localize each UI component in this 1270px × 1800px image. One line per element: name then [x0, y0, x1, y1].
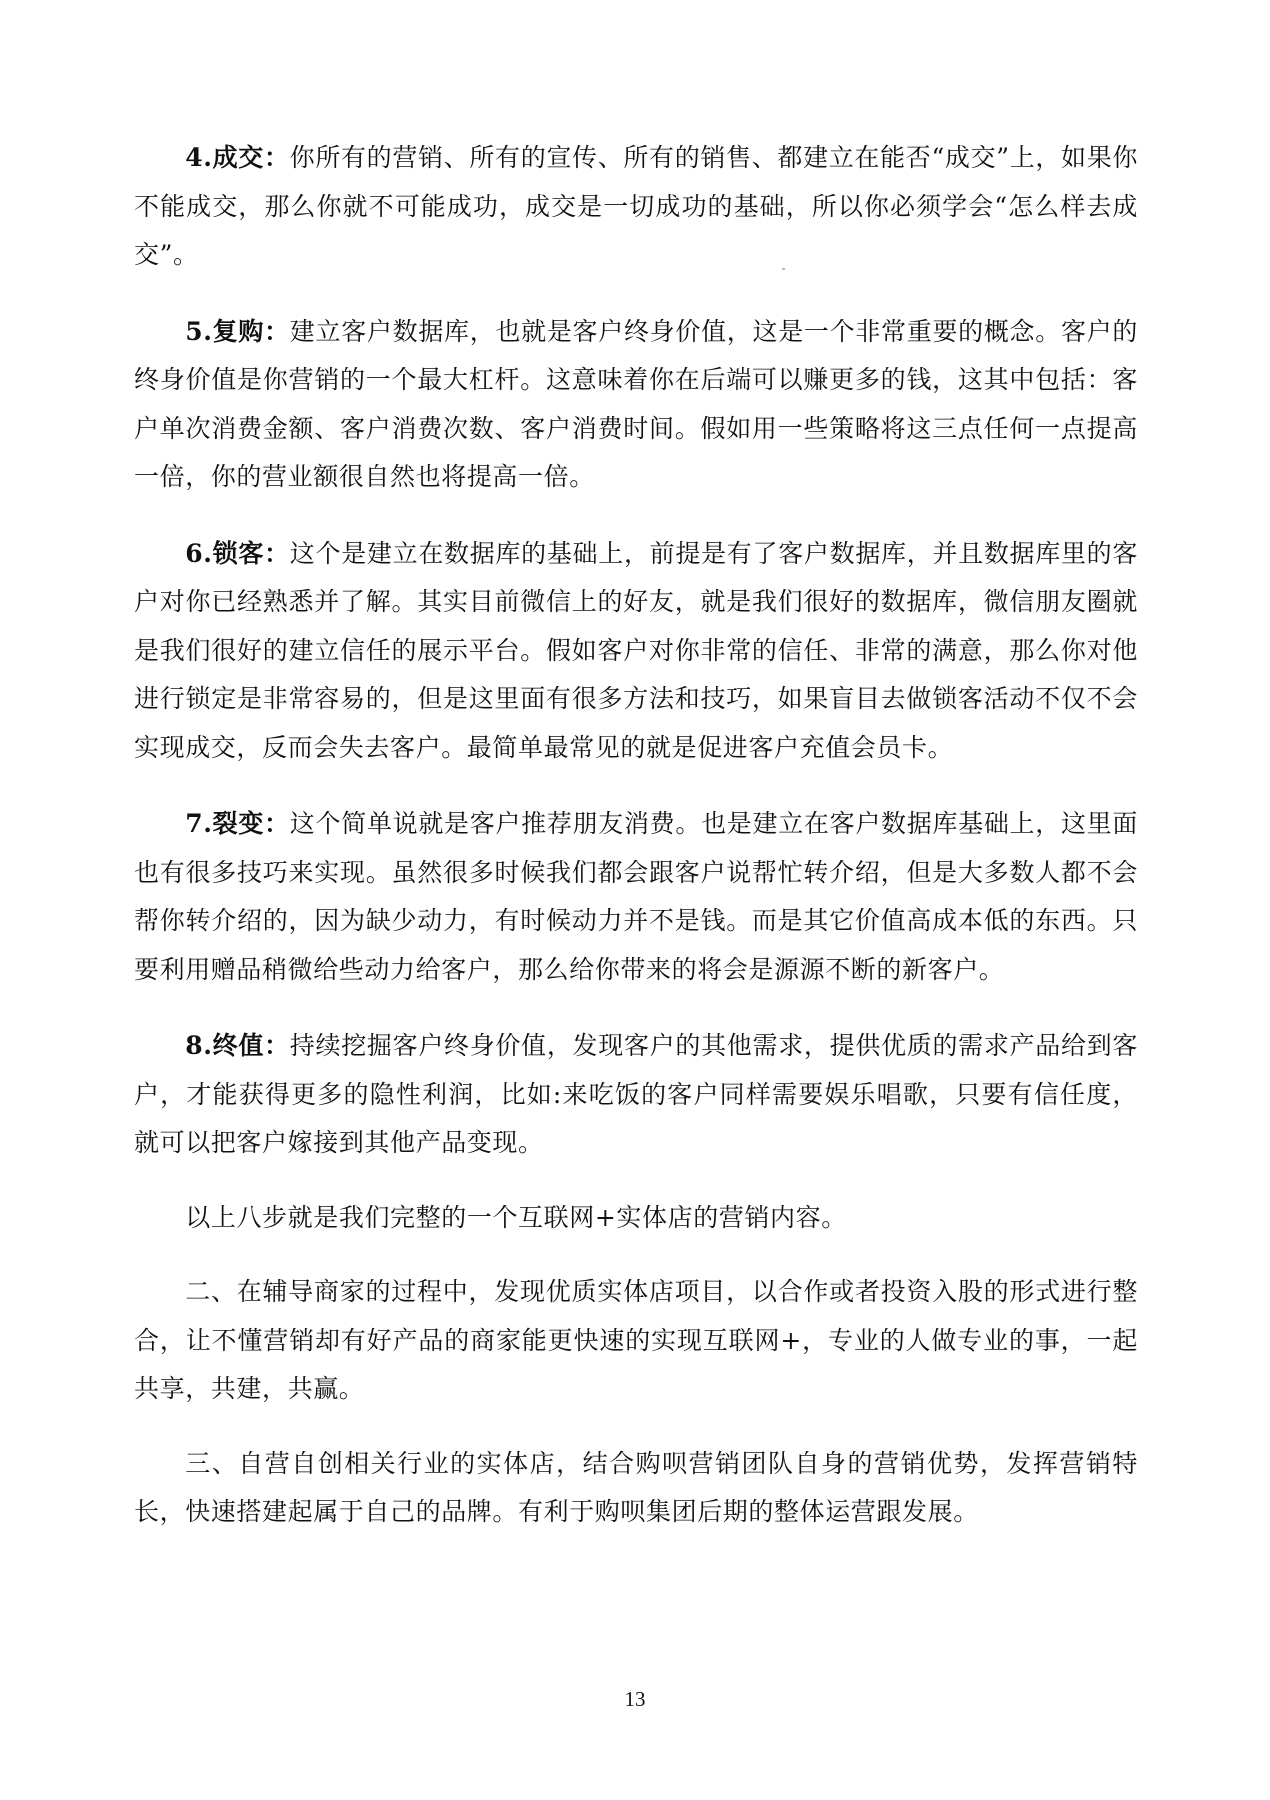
- paragraph-step-7: [134, 800, 1138, 994]
- paragraph-text: 这个是建立在数据库的基础上，前提是有了客户数据库，并且数据库里的客户对你已经熟悉并了解。其实目前微信上的好友，就是我们很好的数据库，微信朋友圈就是我们很好的建立信任的展示平台。假如客户对你非常的信任、非常的满意，那么你对他进行锁定是非常容易的，但是这里面有很多方法和技巧，如果盲目去做锁客活动不仅不会实现成交，反而会失去客户。最简单最常见的就是促进客户充值会员卡。: [134, 538, 1138, 762]
- paragraph-heading: 8.终值：: [185, 1031, 290, 1060]
- page-number: 13: [624, 1687, 646, 1711]
- paragraph-heading: 5.复购：: [185, 316, 290, 346]
- paragraph-summary: [134, 1194, 1138, 1243]
- paragraph-text: 这个简单说就是客户推荐朋友消费。也是建立在客户数据库基础上，这里面也有很多技巧来实现。虽然很多时候我们都会跟客户说帮忙转介绍，但是大多数人都不会帮你转介绍的，因为缺少动力，有时候动力并不是钱。而是其它价值高成本低的东西。只要利用赠品稍微给些动力给客户，那么给你带来的将会是源源不断的新客户。: [134, 809, 1138, 984]
- paragraph-heading: 6.锁客：: [185, 538, 290, 568]
- paragraph-step-8: [134, 1022, 1138, 1168]
- paragraph-text: 建立客户数据库，也就是客户终身价值，这是一个非常重要的概念。客户的终身价值是你营销的一个最大杠杆。这意味着你在后端可以赚更多的钱，这其中包括：客户单次消费金额、客户消费次数、客户消费时间。假如用一些策略将这三点任何一点提高一倍，你的营业额很自然也将提高一倍。: [134, 316, 1138, 491]
- paragraph-text: 持续挖掘客户终身价值，发现客户的其他需求，提供优质的需求产品给到客户，才能获得更多的隐性利润，比如:来吃饭的客户同样需要娱乐唱歌，只要有信任度，就可以把客户嫁接到其他产品变现。: [134, 1031, 1138, 1157]
- paragraph-heading: 4.成交：: [185, 143, 290, 172]
- paragraph-section-2: [134, 1268, 1138, 1414]
- paragraph-text: 二、在辅导商家的过程中，发现优质实体店项目，以合作或者投资入股的形式进行整合，让不懂营销却有好产品的商家能更快速的实现互联网+，专业的人做专业的事，一起共享，共建，共赢。: [134, 1277, 1138, 1403]
- paragraph-text: 三、自营自创相关行业的实体店，结合购呗营销团队自身的营销优势，发挥营销特长，快速搭建起属于自己的品牌。有利于购呗集团后期的整体运营跟发展。: [134, 1448, 1138, 1526]
- paragraph-heading: 7.裂变：: [185, 809, 290, 838]
- paragraph-step-4: [134, 134, 1138, 280]
- paragraph-section-3: [134, 1440, 1138, 1537]
- document-body: [134, 134, 1138, 1537]
- scan-speck: [782, 268, 785, 270]
- paragraph-text: 你所有的营销、所有的宣传、所有的销售、都建立在能否“成交”上，如果你不能成交，那么你就不可能成功，成交是一切成功的基础，所以你必须学会“怎么样去成交”。: [134, 143, 1138, 269]
- paragraph-text: 以上八步就是我们完整的一个互联网+实体店的营销内容。: [185, 1202, 847, 1232]
- paragraph-step-6: [134, 530, 1138, 773]
- paragraph-step-5: [134, 308, 1138, 502]
